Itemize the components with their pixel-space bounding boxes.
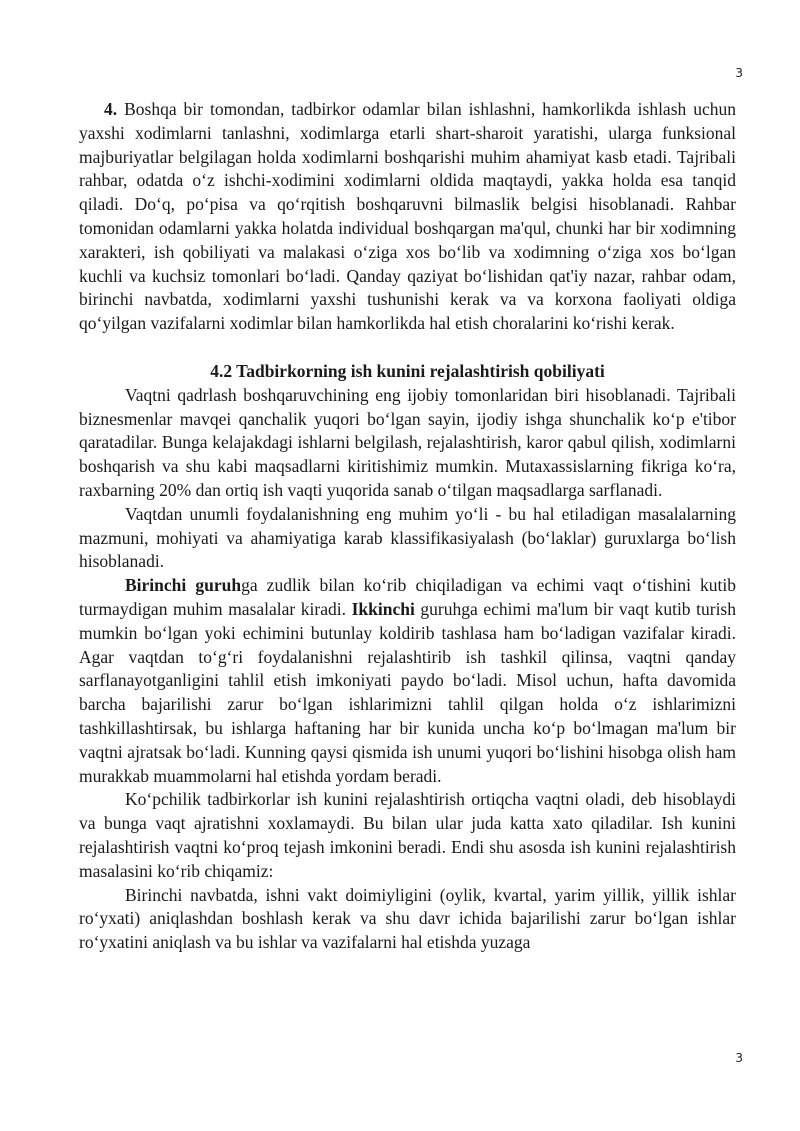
paragraph-5: Koʻpchilik tadbirkorlar ish kunini rejalashtirish ortiqcha vaqtni oladi, deb hisoblaydi va bunga vaqt ajratishni xoxlamaydi. Bu bilan ular juda katta xato qiladilar. Ish kunini rejalashtirish vaqtni koʻproq tejash imkonini beradi. Endi shu asosda ish kunini rejalashtirish masalasini koʻrib chiqamiz: [79,789,736,881]
document-body [79,98,736,955]
section-heading: 4.2 Tadbirkorning ish kunini rejalashtirish qobiliyati [210,360,605,381]
paragraph-6: Birinchi navbatda, ishni vakt doimiyligini (oylik, kvartal, yarim yillik, yillik ishlar roʻyxati) aniqlashdan boshlash kerak va shu davr ichida bajarilishi zarur boʻlgan ishlar roʻyxatini aniqlash va bu ishlar va vazifalarni hal etishda yuzaga [79,884,736,953]
paragraph-1-text: Boshqa bir tomondan, tadbirkor odamlar bilan ishlashni, hamkorlikda ishlash uchun yaxshi xodimlarni tanlashni, xodimlarga etarli shart-sharoit yaratishi, ularga funksional majburiyatlar belgilagan holda xodimlarni boshqarishi muhim ahamiyat kasb etadi. Tajribali rahbar, odatda oʻz ishchi-xodimini xodimlarni oldida maqtaydi, yakka holda esa tanqid qiladi. Doʻq, poʻpisa va qoʻrqitish boshqaruvni bilmaslik belgisi hisoblanadi. Rahbar tomonidan odamlarni yakka holatda individual boshqargan ma'qul, chunki har bir xodimning xarakteri, ish qobiliyati va malakasi oʻziga xos boʻlib va xodimning oʻziga xos boʻlgan kuchli va kuchsiz tomonlari boʻladi. Qanday qaziyat boʻlishidan qat'iy nazar, rahbar odam, birinchi navbatda, xodimlarni yaxshi tushunishi kerak va va korxona faoliyati oldiga qoʻyilgan vazifalarni xodimlar bilan hamkorlikda hal etish choralarini koʻrishi kerak. [79,99,736,334]
paragraph-1 [79,98,736,336]
paragraph-3: Vaqtdan unumli foydalanishning eng muhim yoʻli - bu hal etiladigan masalalarning mazmuni, mohiyati va ahamiyatiga karab klassifikasiyalash (boʻlaklar) guruxlarga boʻlish hisoblanadi. [79,503,736,572]
item-number: 4. [104,99,118,119]
bold-term-first-group: Birinchi guruh [125,575,242,596]
paragraph-4-text-2: guruhga echimi ma'lum bir vaqt kutib turish mumkin boʻlgan yoki echimini butunlay koldirib tashlasa ham boʻladigan vazifalar kiradi. Agar vaqtdan toʻgʻri foydalanishni rejalashtirib ish tashkil qilinsa, vaqtni qanday sarflanayotganligini tahlil etish imkoniyati paydo boʻladi. Misol uchun, hafta davomida barcha bajarilishi zarur boʻlgan ishlarimizni tahlil qilgan holda oʻz ishlarimizni tashkillashtirsak, bu ishlarga haftaning har bir kunida uncha koʻp boʻlmagan ma'lum bir vaqtni ajratsak boʻladi. Kunning qaysi qismida ish unumi yuqori boʻlishini hisobga olish ham murakkab muammolarni hal etishda yordam beradi. [79,598,736,786]
paragraph-4 [79,574,736,788]
bold-term-second-group: Ikkinchi [351,598,415,619]
paragraph-2: Vaqtni qadrlash boshqaruvchining eng ijobiy tomonlaridan biri hisoblanadi. Tajribali biznesmenlar mavqei qanchalik yuqori boʻlgan sayin, ijodiy ishga shunchalik koʻp e'tibor qaratadilar. Bunga kelajakdagi ishlarni belgilash, rejalashtirish, karor qabul qilish, xodimlarni boshqarish va shu kabi maqsadlarni kiritishimiz mumkin. Mutaxassislarning fikriga koʻra, raxbarning 20% dan ortiq ish vaqti yuqorida sanab oʻtilgan maqsadlarga sarflanadi. [79,384,736,500]
page-number-top: 3 [735,66,743,80]
paragraph-4-text-1: ga zudlik bilan koʻrib chiqiladigan va echimi vaqt oʻtishini kutib turmaydigan muhim masalalar kiradi. [79,575,736,619]
page-number-bottom: 3 [735,1051,743,1065]
